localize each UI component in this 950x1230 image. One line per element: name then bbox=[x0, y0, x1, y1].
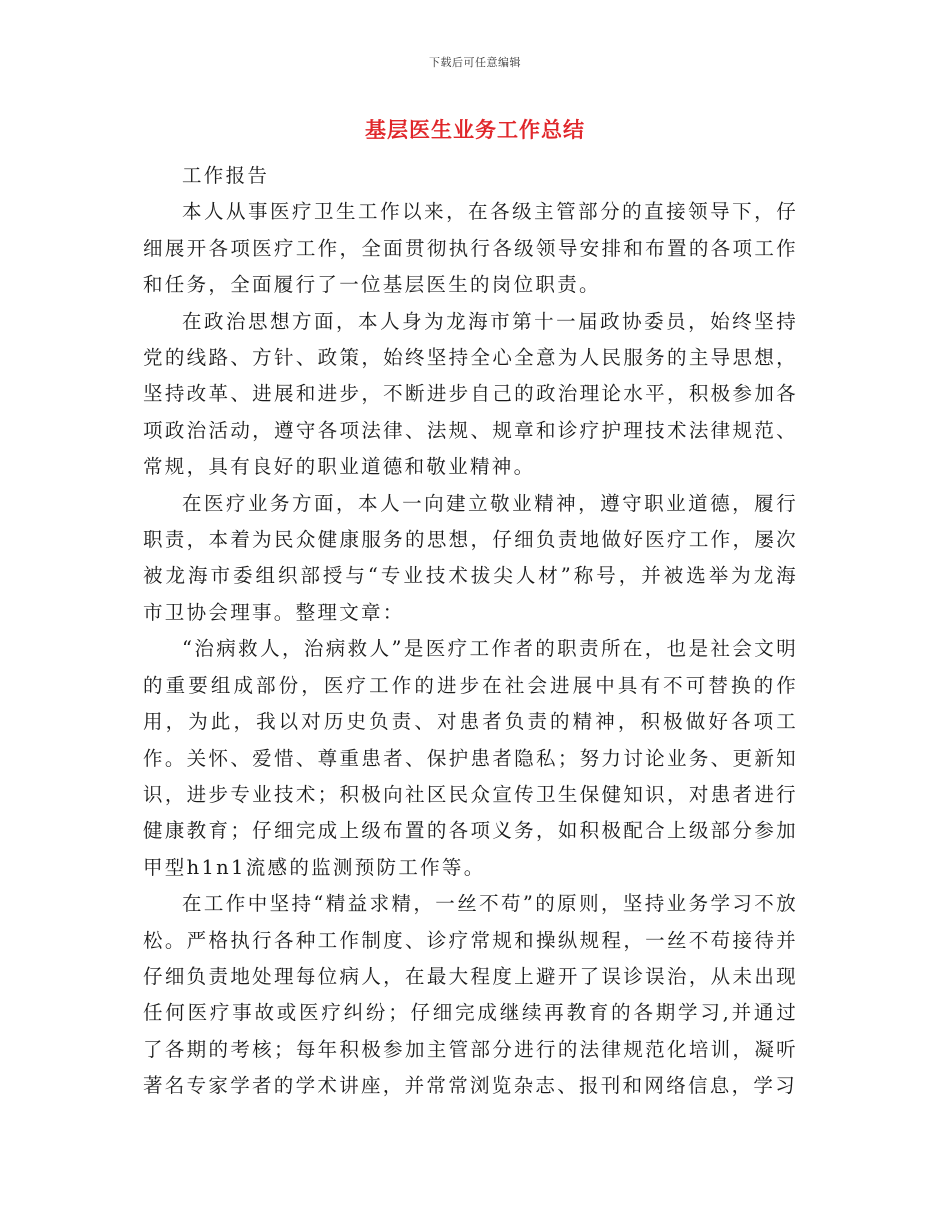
paragraph-3: 在医疗业务方面，本人一向建立敬业精神，遵守职业道德，履行职责，本着为民众健康服务的思想，仔细负责地做好医疗工作，屡次被龙海市委组织部授与“专业技术拔尖人材”称号，并被选举为龙海市卫协会理事。整理文章： bbox=[143, 491, 798, 624]
paragraph-5: 在工作中坚持“精益求精，一丝不苟”的原则，坚持业务学习不放松。严格执行各种工作制度、诊疗常规和操纵规程，一丝不苟接待并仔细负责地处理每位病人，在最大程度上避开了误诊误治，从未出现任何医疗事故或医疗纠纷；仔细完成继续再教育的各期学习,并通过了各期的考核；每年积极参加主管部分进行的法律规范化培训，凝听著名专家学者的学术讲座，并常常浏览杂志、报刊和网络信息，学习 bbox=[143, 892, 798, 1098]
paragraph-2: 在政治思想方面，本人身为龙海市第十一届政协委员，始终坚持党的线路、方针、政策，始终坚持全心全意为人民服务的主导思想，坚持改革、进展和进步，不断进步自己的政治理论水平，积极参加各项政治活动，遵守各项法律、法规、规章和诊疗护理技术法律规范、常规，具有良好的职业道德和敬业精神。 bbox=[143, 309, 798, 479]
document-body bbox=[143, 158, 798, 1105]
document-title: 基层医生业务工作总结 bbox=[365, 118, 585, 142]
paragraph-1: 本人从事医疗卫生工作以来，在各级主管部分的直接领导下，仔细展开各项医疗工作，全面贯彻执行各级领导安排和布置的各项工作和任务，全面履行了一位基层医生的岗位职责。 bbox=[143, 200, 798, 297]
header-note: 下载后可任意编辑 bbox=[429, 56, 521, 69]
paragraph-4: “治病救人，治病救人”是医疗工作者的职责所在，也是社会文明的重要组成部份，医疗工作的进步在社会进展中具有不可替换的作用，为此，我以对历史负责、对患者负责的精神，积极做好各项工作。关怀、爱惜、尊重患者、保护患者隐私；努力讨论业务、更新知识，进步专业技术；积极向社区民众宣传卫生保健知识，对患者进行健康教育；仔细完成上级布置的各项义务，如积极配合上级部分参加甲型h1n1流感的监测预防工作等。 bbox=[143, 637, 798, 879]
section-label: 工作报告 bbox=[182, 164, 270, 187]
